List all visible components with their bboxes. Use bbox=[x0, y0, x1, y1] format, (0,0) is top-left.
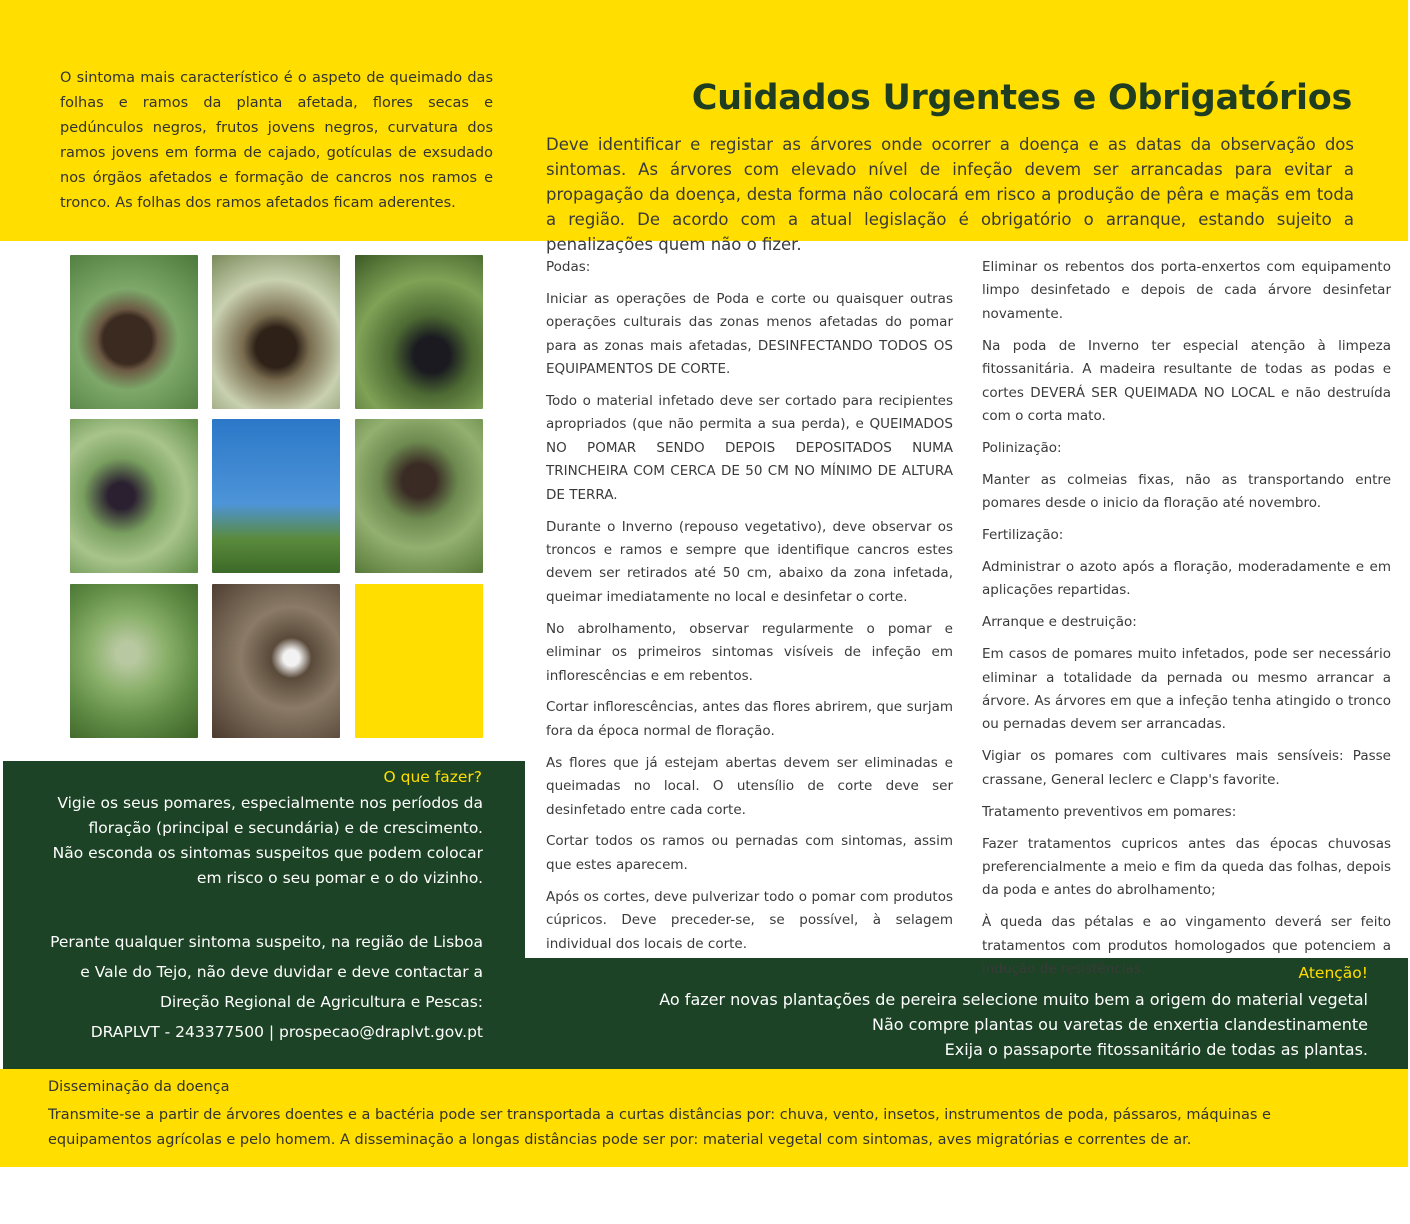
paragraph: Manter as colmeias fixas, não as transportando entre pomares desde o inicio da floração até novembro. bbox=[982, 471, 1391, 512]
what-to-do-advice bbox=[40, 791, 483, 891]
photo-young-shoot bbox=[70, 584, 198, 738]
paragraph: Eliminar os rebentos dos porta-enxertos com equipamento limpo desinfetado e depois de cada árvore desinfetar novamente. bbox=[982, 259, 1391, 322]
attention-line: Não compre plantas ou varetas de enxertia clandestinamente bbox=[872, 1015, 1368, 1034]
paragraph: Fazer tratamentos cupricos antes das épocas chuvosas preferencialmente a meio e fim da queda das folhas, depois da poda e antes do abrolhamento; bbox=[982, 835, 1391, 899]
section-title-fertilizacao: Fertilização: bbox=[982, 527, 1064, 544]
paragraph: Vigiar os pomares com cultivares mais sensíveis: Passe crassane, General leclerc e Clapp's favorite. bbox=[982, 748, 1391, 788]
photo-crook-shaped-branch bbox=[212, 419, 340, 573]
photo-black-peduncles bbox=[212, 255, 340, 409]
urgent-care-text: Deve identificar e registar as árvores onde ocorrer a doença e as datas da observação dos sintomas. As árvores com elevado nível de infeção devem ser arrancadas para evitar a propagação da doença, desta forma não colocará em risco a produção de pêra e maçãs em toda a região. De acordo com a atual legislação é obrigatório o arranque, estando sujeito a penalizações quem não o fizer. bbox=[546, 135, 1354, 254]
paragraph: Na poda de Inverno ter especial atenção à limpeza fitossanitária. A madeira resultante de todas as podas e cortes DEVERÁ SER QUEIMADA NO LOCAL e não destruída com o corta mato. bbox=[982, 337, 1391, 424]
attention-line: Exija o passaporte fitossanitário de todas as plantas. bbox=[944, 1040, 1368, 1059]
section-title-tratamento: Tratamento preventivos em pomares: bbox=[982, 803, 1237, 820]
what-to-do-title: O que fazer? bbox=[383, 768, 482, 786]
photo-black-fruits bbox=[355, 255, 483, 409]
contact-info: DRAPLVT - 243377500 | prospecao@draplvt.gov.pt bbox=[90, 1023, 483, 1041]
yellow-square bbox=[355, 584, 483, 738]
section-title-arranque: Arranque e destruição: bbox=[982, 614, 1137, 631]
management-column bbox=[982, 256, 1391, 990]
paragraph: Administrar o azoto após a floração, moderadamente e em aplicações repartidas. bbox=[982, 558, 1391, 599]
paragraph: Cortar inflorescências, antes das flores abrirem, que surjam fora da época normal de floração. bbox=[546, 699, 953, 739]
section-title-polinizacao: Polinização: bbox=[982, 439, 1062, 456]
paragraph: Cortar todos os ramos ou pernadas com sintomas, assim que estes aparecem. bbox=[546, 833, 953, 873]
contact-instruction: Perante qualquer sintoma suspeito, na região de Lisboa e Vale do Tejo, não deve duvidar e deve contactar a Direção Regional de Agricultura e Pescas: bbox=[50, 933, 483, 1011]
paragraph: Iniciar as operações de Poda e corte ou quaisquer outras operações culturais das zonas menos afetadas do pomar para as zonas mais afetadas, DESINFECTANDO TODOS OS EQUIPAMENTOS DE CORTE. bbox=[546, 290, 953, 378]
paragraph: As flores que já estejam abertas devem ser eliminadas e queimadas no local. O utensílio de corte deve ser desinfetado entre cada corte. bbox=[546, 754, 953, 818]
monitor-advice: Vigie os seus pomares, especialmente nos períodos da floração (principal e secundária) e de crescimento. bbox=[57, 794, 483, 837]
photo-trunk-exudate bbox=[212, 584, 340, 738]
section-title-podas: Podas: bbox=[546, 259, 591, 275]
paragraph: Após os cortes, deve pulverizar todo o pomar com produtos cúpricos. Deve preceder-se, se possível, à selagem individual dos locais de corte. bbox=[546, 888, 953, 952]
paragraph: No abrolhamento, observar regularmente o pomar e eliminar os primeiros sintomas visíveis de infeção em inflorescências e em rebentos. bbox=[546, 620, 953, 684]
dissemination-title: Disseminação da doença bbox=[48, 1079, 230, 1095]
paragraph: À queda das pétalas e ao vingamento deverá ser feito tratamentos com produtos homologados que potenciem a indução de resistências. bbox=[982, 914, 1391, 978]
do-not-hide-advice: Não esconda os sintomas suspeitos que podem colocar em risco o seu pomar e o do vizinho. bbox=[52, 844, 483, 887]
dissemination-text: Transmite-se a partir de árvores doentes e a bactéria pode ser transportada a curtas distâncias por: chuva, vento, insetos, instrumentos de poda, pássaros, máquinas e equipamentos agrícolas e pelo homem. A disseminação a longas distâncias pode ser por: material vegetal com sintomas, aves migratórias e correntes de ar. bbox=[48, 1107, 1271, 1148]
paragraph: Durante o Inverno (repouso vegetativo), deve observar os troncos e ramos e sempre que identifique cancros estes devem ser retirados até 50 cm, abaixo da zona infetada, queimar imediatamente no local e desinfetar o corte. bbox=[546, 518, 953, 605]
attention-text bbox=[600, 987, 1368, 1062]
paragraph: Em casos de pomares muito infetados, pode ser necessário eliminar a totalidade da pernada ou mesmo arrancar a árvore. As árvores em que a infeção tenha atingido o tronco ou pernadas devem ser arrancadas. bbox=[982, 646, 1391, 733]
photo-burnt-leaves bbox=[70, 255, 198, 409]
photo-infected-inflorescence bbox=[70, 419, 198, 573]
photo-dried-flowers bbox=[355, 419, 483, 573]
pruning-column bbox=[546, 256, 953, 964]
attention-title: Atenção! bbox=[1298, 964, 1368, 982]
contact-block bbox=[40, 927, 483, 1047]
page-title: Cuidados Urgentes e Obrigatórios bbox=[691, 78, 1352, 118]
symptoms-intro: O sintoma mais característico é o aspeto de queimado das folhas e ramos da planta afetada, flores secas e pedúnculos negros, frutos jovens negros, curvatura dos ramos jovens em forma de cajado, gotículas de exsudado nos órgãos afetados e formação de cancros nos ramos e tronco. As folhas dos ramos afetados ficam aderentes. bbox=[60, 70, 493, 211]
attention-line: Ao fazer novas plantações de pereira selecione muito bem a origem do material vegetal bbox=[659, 990, 1368, 1009]
paragraph: Todo o material infetado deve ser cortado para recipientes apropriados (que não permita a sua perda), e QUEIMADOS NO POMAR SENDO DEPOIS DEPOSITADOS NUMA TRINCHEIRA COM CERCA DE 50 CM NO MÍNIMO DE ALTURA DE TERRA. bbox=[546, 393, 953, 503]
